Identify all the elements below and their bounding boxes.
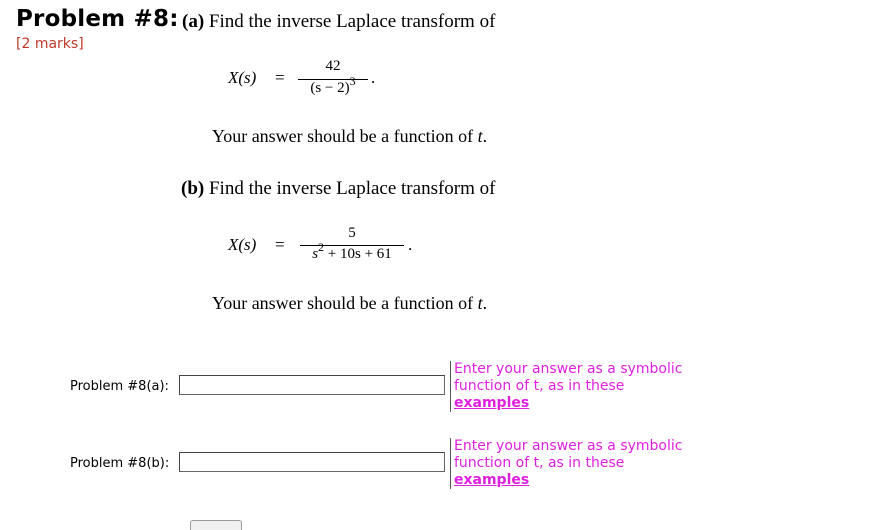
part-b-formula <box>228 225 428 275</box>
part-b-label: (b) <box>181 178 205 199</box>
part-b-denominator-rest: + 10s + 61 <box>324 246 392 262</box>
answer-hint-b-line2: function of t, as in these <box>454 455 625 471</box>
answer-hint-a-line1: Enter your answer as a symbolic <box>454 361 683 377</box>
part-a-equals: = <box>275 68 285 87</box>
answer-hint-a-line2: function of t, as in these <box>454 378 625 394</box>
part-b-lhs: X(s) <box>228 235 257 254</box>
part-b-denominator-s: s <box>312 246 319 262</box>
problem-marks: [2 marks] <box>16 36 84 52</box>
part-a-text: Find the inverse Laplace transform of <box>208 11 496 32</box>
part-a-instruction-prefix: Your answer should be a function of <box>212 126 478 146</box>
part-a-formula <box>228 58 388 108</box>
part-b-period: . <box>408 235 413 254</box>
part-b-equals: = <box>275 235 285 254</box>
problem-title: Problem #8: <box>16 6 179 32</box>
part-b-instruction-var: t <box>477 293 483 313</box>
examples-link-a[interactable]: examples <box>454 395 530 411</box>
part-a-instruction-suffix: . <box>482 126 488 146</box>
part-b-denominator-exp: 2 <box>318 240 325 254</box>
part-b-denominator <box>300 240 404 263</box>
part-b-instruction <box>212 293 487 314</box>
part-b-instruction-prefix: Your answer should be a function of <box>212 293 478 313</box>
part-a-lhs: X(s) <box>228 68 257 87</box>
answer-hint-b <box>450 438 682 489</box>
part-a-instruction <box>212 126 487 147</box>
answer-hint-b-line1: Enter your answer as a symbolic <box>454 438 683 454</box>
part-a-label: (a) <box>182 11 205 32</box>
answer-hint-a <box>450 361 682 412</box>
answer-label-b: Problem #8(b): <box>70 456 170 471</box>
part-b-numerator: 5 <box>348 225 356 241</box>
examples-link-b[interactable]: examples <box>454 472 530 488</box>
part-b-instruction-suffix: . <box>482 293 488 313</box>
part-a-denominator <box>298 74 368 97</box>
answer-label-a: Problem #8(a): <box>70 379 169 394</box>
part-a-instruction-var: t <box>477 126 483 146</box>
part-a-numerator: 42 <box>325 58 341 74</box>
answer-input-a[interactable] <box>179 375 445 395</box>
answer-input-b[interactable] <box>179 452 445 472</box>
part-a-denominator-base: (s − 2) <box>310 80 350 96</box>
submit-button[interactable] <box>190 520 242 530</box>
part-a-denominator-exp: 3 <box>349 74 356 88</box>
part-a-period: . <box>371 68 376 87</box>
part-b-heading <box>181 178 495 200</box>
part-b-text: Find the inverse Laplace transform of <box>208 178 496 199</box>
part-a-heading <box>182 11 495 33</box>
